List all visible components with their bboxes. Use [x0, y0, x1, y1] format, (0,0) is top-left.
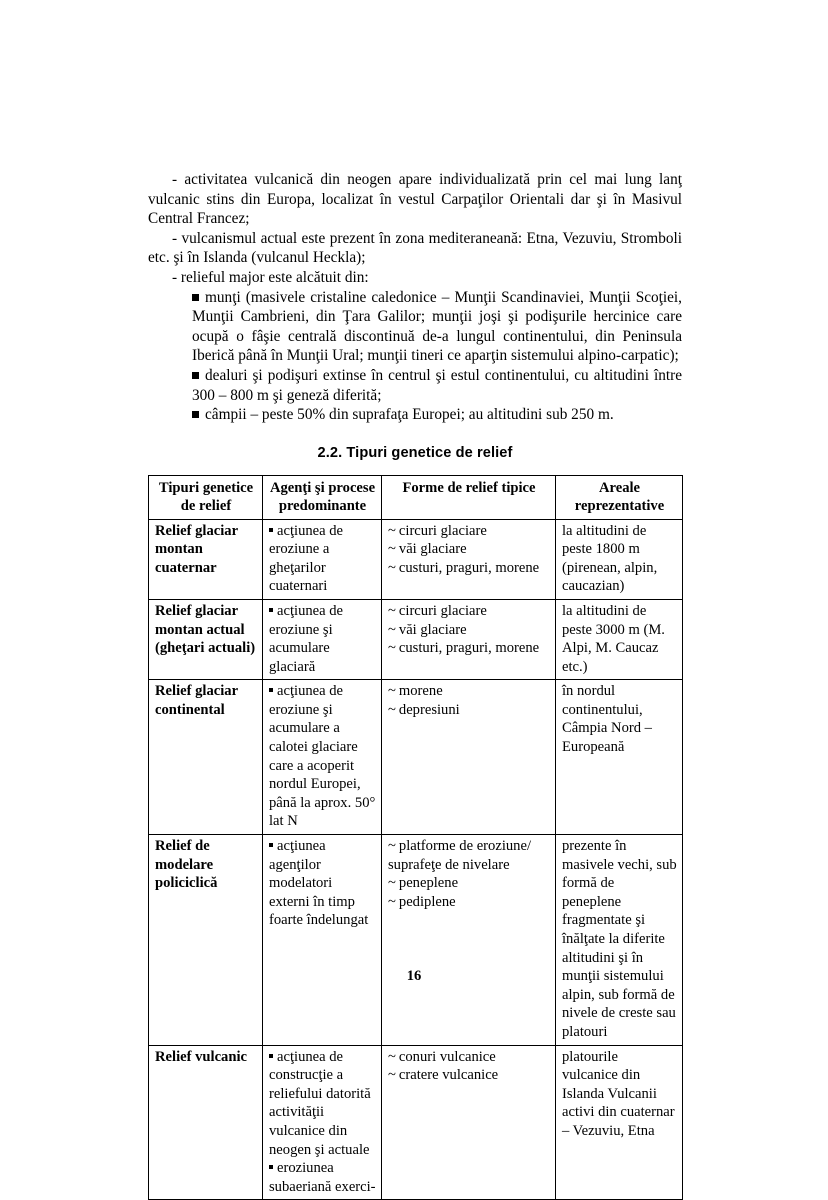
form-item-label: circuri glaciare — [398, 522, 487, 539]
tilde-marker-icon: ~ — [388, 701, 396, 718]
form-item — [388, 540, 550, 559]
cell-relief-type: Relief vulcanic — [149, 1045, 263, 1200]
cell-agents — [263, 519, 382, 599]
bullet-item-label: dealuri şi podişuri extinse în centrul şi estul continentului, cu altitudini între 300 – 800 m şi geneză diferită; — [192, 366, 682, 404]
bullet-item-label: câmpii – peste 50% din suprafaţa Europei; au altitudini sub 250 m. — [205, 406, 614, 424]
square-bullet-icon — [192, 411, 199, 418]
form-item-label: platforme de eroziune/ suprafeţe de nivelare — [388, 838, 535, 873]
form-item — [388, 1048, 550, 1067]
bullet-item-munti — [148, 288, 682, 366]
form-item — [388, 893, 550, 912]
small-square-marker-icon — [269, 608, 273, 612]
cell-forms — [382, 835, 556, 1046]
cell-forms — [382, 599, 556, 679]
square-bullet-icon — [192, 372, 199, 379]
table-row — [149, 519, 683, 599]
cell-forms — [382, 519, 556, 599]
agent-item-label: acţiunea agenţilor modelatori externi în timp foarte îndelungat — [269, 838, 369, 929]
agent-item — [269, 602, 376, 676]
table-row — [149, 680, 683, 835]
agent-item-label: acţiunea de eroziune şi acumulare glaciară — [269, 602, 347, 675]
bullet-item-campii — [148, 405, 682, 425]
cell-relief-type: Relief glaciar montan cuaternar — [149, 519, 263, 599]
form-item-label: conuri vulcanice — [398, 1048, 496, 1065]
form-item-label: văi glaciare — [398, 541, 467, 558]
cell-areas: la altitudini de peste 3000 m (M. Alpi, M. Caucaz etc.) — [556, 599, 683, 679]
tilde-marker-icon: ~ — [388, 875, 396, 892]
agent-item-label: eroziunea subaeriană exerci- — [269, 1160, 376, 1195]
table-row — [149, 1045, 683, 1200]
agent-item — [269, 682, 379, 831]
paragraph-3: - relieful major este alcătuit din: — [172, 268, 369, 286]
cell-agents — [263, 835, 382, 1046]
tilde-marker-icon: ~ — [388, 683, 396, 700]
form-item-label: pediplene — [398, 893, 456, 910]
small-square-marker-icon — [269, 688, 273, 692]
square-bullet-icon — [192, 294, 199, 301]
agent-item — [269, 1048, 376, 1160]
tilde-marker-icon: ~ — [388, 559, 396, 576]
form-item — [388, 602, 550, 621]
paragraph-2: - vulcanismul actual este prezent în zona mediteraneană: Etna, Vezuviu, Stromboli etc. şi în Islanda (vulcanul Heckla); — [148, 229, 682, 267]
tilde-marker-icon: ~ — [388, 838, 396, 855]
tilde-marker-icon: ~ — [388, 602, 396, 619]
form-item — [388, 559, 550, 578]
cell-areas: platourile vulcanice din Islanda Vulcanii activi din cuaternar – Vezuviu, Etna — [556, 1045, 683, 1200]
cell-relief-type: Relief de modelare policiclică — [149, 835, 263, 1046]
form-item-label: circuri glaciare — [398, 602, 487, 619]
form-item — [388, 621, 550, 640]
agent-item-label: acţiunea de construcţie a reliefului datorită activităţii vulcanice din neogen şi actuale — [269, 1048, 375, 1158]
page-number: 16 — [406, 968, 422, 984]
paragraph-1: - activitatea vulcanică din neogen apare individualizată prin cel mai lung lanţ vulcanic stins din Europa, localizat în vestul Carpaţilor Orientali dar şi în Masivul Central Francez; — [148, 171, 682, 228]
form-item — [388, 874, 550, 893]
tilde-marker-icon: ~ — [388, 621, 396, 638]
bullet-item-dealuri — [148, 366, 682, 405]
page-content — [148, 170, 682, 1200]
column-header-type: Tipuri genetice de relief — [149, 475, 263, 519]
cell-forms — [382, 1045, 556, 1200]
tilde-marker-icon: ~ — [388, 1048, 396, 1065]
small-square-marker-icon — [269, 843, 273, 847]
table-header-row — [149, 475, 683, 519]
form-item-label: cratere vulcanice — [398, 1067, 499, 1084]
cell-agents — [263, 599, 382, 679]
column-header-areas: Areale reprezentative — [556, 475, 683, 519]
form-item-label: văi glaciare — [398, 621, 467, 638]
small-square-marker-icon — [269, 528, 273, 532]
cell-agents — [263, 1045, 382, 1200]
form-item — [388, 682, 550, 701]
cell-agents — [263, 680, 382, 835]
tilde-marker-icon: ~ — [388, 541, 396, 558]
tilde-marker-icon: ~ — [388, 640, 396, 657]
table-body — [149, 519, 683, 1200]
agent-item — [269, 1159, 376, 1196]
form-item — [388, 639, 550, 658]
section-heading: 2.2. Tipuri genetice de relief — [317, 444, 513, 461]
form-item-label: morene — [398, 683, 443, 700]
cell-relief-type: Relief glaciar continental — [149, 680, 263, 835]
agent-item — [269, 837, 376, 930]
cell-forms — [382, 680, 556, 835]
small-square-marker-icon — [269, 1165, 273, 1169]
table-row — [149, 599, 683, 679]
form-item-label: custuri, praguri, morene — [398, 640, 540, 657]
cell-areas: la altitudini de peste 1800 m (pirenean, alpin, caucazian) — [556, 519, 683, 599]
form-item — [388, 701, 550, 720]
tilde-marker-icon: ~ — [388, 893, 396, 910]
tilde-marker-icon: ~ — [388, 1067, 396, 1084]
form-item-label: custuri, praguri, morene — [398, 559, 540, 576]
column-header-forms: Forme de relief tipice — [382, 475, 556, 519]
agent-item-label: acţiunea de eroziune a gheţarilor cuaternari — [269, 522, 347, 595]
cell-areas: prezente în masivele vechi, sub formă de peneplene fragmentate şi înălţate la diferite altitudini şi în munţii sistemului alpin, sub formă de nivele de creste sau platouri — [556, 835, 683, 1046]
small-square-marker-icon — [269, 1054, 273, 1058]
tilde-marker-icon: ~ — [388, 522, 396, 539]
table-row — [149, 835, 683, 1046]
agent-item-label: acţiunea de eroziune şi acumulare a calotei glaciare care a acoperit nordul Europei, până la aprox. 50° lat N — [269, 683, 379, 830]
cell-relief-type: Relief glaciar montan actual (gheţari actuali) — [149, 599, 263, 679]
form-item — [388, 1066, 550, 1085]
form-item-label: depresiuni — [398, 701, 460, 718]
form-item — [388, 522, 550, 541]
bullet-item-label: munţi (masivele cristaline caledonice – Munţii Scandinaviei, Munţii Scoţiei, Munţii Cambrieni, din Ţara Galilor; munţii joşi şi podişurile hercinice care ocupă o fâşie centrală discontinuă de-a lungul continentului, din Peninsula Iberică până în Munţii Ural; munţii tineri ce aparţin sistemului alpino-carpatic); — [192, 288, 682, 365]
column-header-agents: Agenţi şi procese predominante — [263, 475, 382, 519]
form-item — [388, 837, 550, 874]
relief-types-table — [148, 475, 683, 1200]
agent-item — [269, 522, 376, 596]
cell-areas: în nordul continentului, Câmpia Nord – Europeană — [556, 680, 683, 835]
form-item-label: peneplene — [398, 875, 459, 892]
